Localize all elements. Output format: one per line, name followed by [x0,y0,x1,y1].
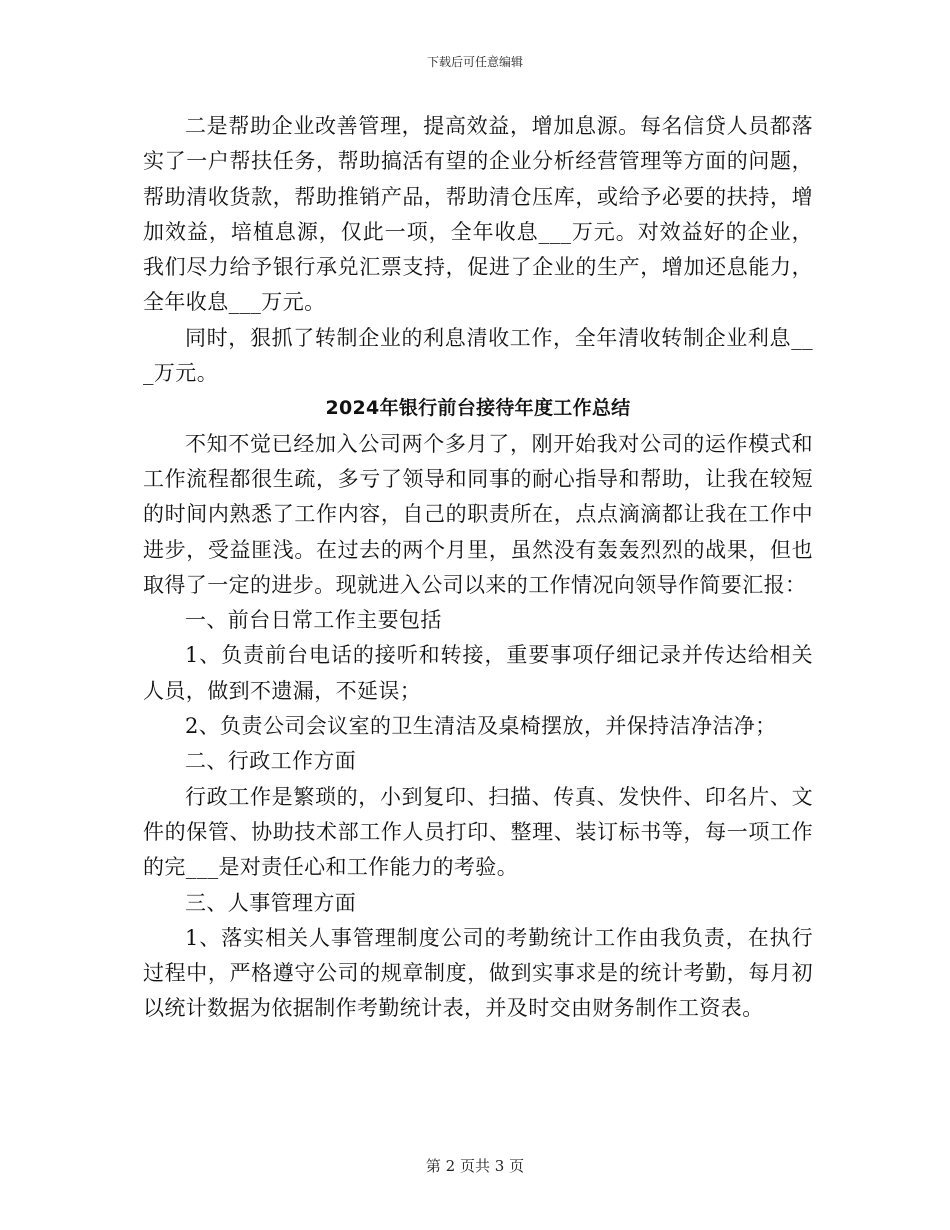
document-body [143,109,813,1027]
list-item-attendance: 1、落实相关人事管理制度公司的考勤统计工作由我负责，在执行过程中，严格遵守公司的规章制度，做到实事求是的统计考勤，每月初以统计数据为依据制作考勤统计表，并及时交由财务制作工资表。 [143,925,813,1021]
paragraph-interest-management: 二是帮助企业改善管理，提高效益，增加息源。每名信贷人员都落实了一户帮扶任务，帮助搞活有望的企业分析经营管理等方面的问题，帮助清收货款，帮助推销产品，帮助清仓压库，或给予必要的扶持，增加效益，培植息源，仅此一项，全年收息___万元。对效益好的企业，我们尽力给予银行承兑汇票支持，促进了企业的生产，增加还息能力，全年收息___万元。 [143,114,813,315]
paragraph-introduction: 不知不觉已经加入公司两个多月了，刚开始我对公司的运作模式和工作流程都很生疏，多亏了领导和同事的耐心指导和帮助，让我在较短的时间内熟悉了工作内容，自己的职责所在，点点滴滴都让我在工作中进步，受益匪浅。在过去的两个月里，虽然没有轰轰烈烈的战果，但也取得了一定的进步。现就进入公司以来的工作情况向领导作简要汇报： [143,431,813,597]
paragraph-administration: 行政工作是繁琐的，小到复印、扫描、传真、发快件、印名片、文件的保管、协助技术部工作人员打印、整理、装订标书等，每一项工作的完___是对责任心和工作能力的考验。 [143,784,813,880]
page-header: 下载后可任意编辑 [426,55,523,69]
paragraph-interest-collection: 同时，狠抓了转制企业的利息清收工作，全年清收转制企业利息___万元。 [143,325,813,386]
document-title: 2024年银行前台接待年度工作总结 [325,397,631,420]
list-item-phone: 1、负责前台电话的接听和转接，重要事项仔细记录并传达给相关人员，做到不遗漏，不延误； [143,643,813,703]
list-item-meeting-room: 2、负责公司会议室的卫生清洁及桌椅摆放，并保持洁净洁净； [185,714,777,739]
section-heading-administration: 二、行政工作方面 [185,749,357,774]
section-heading-personnel: 三、人事管理方面 [185,890,357,915]
section-heading-front-desk: 一、前台日常工作主要包括 [185,608,442,633]
page-footer: 第 2 页共 3 页 [425,1157,525,1175]
